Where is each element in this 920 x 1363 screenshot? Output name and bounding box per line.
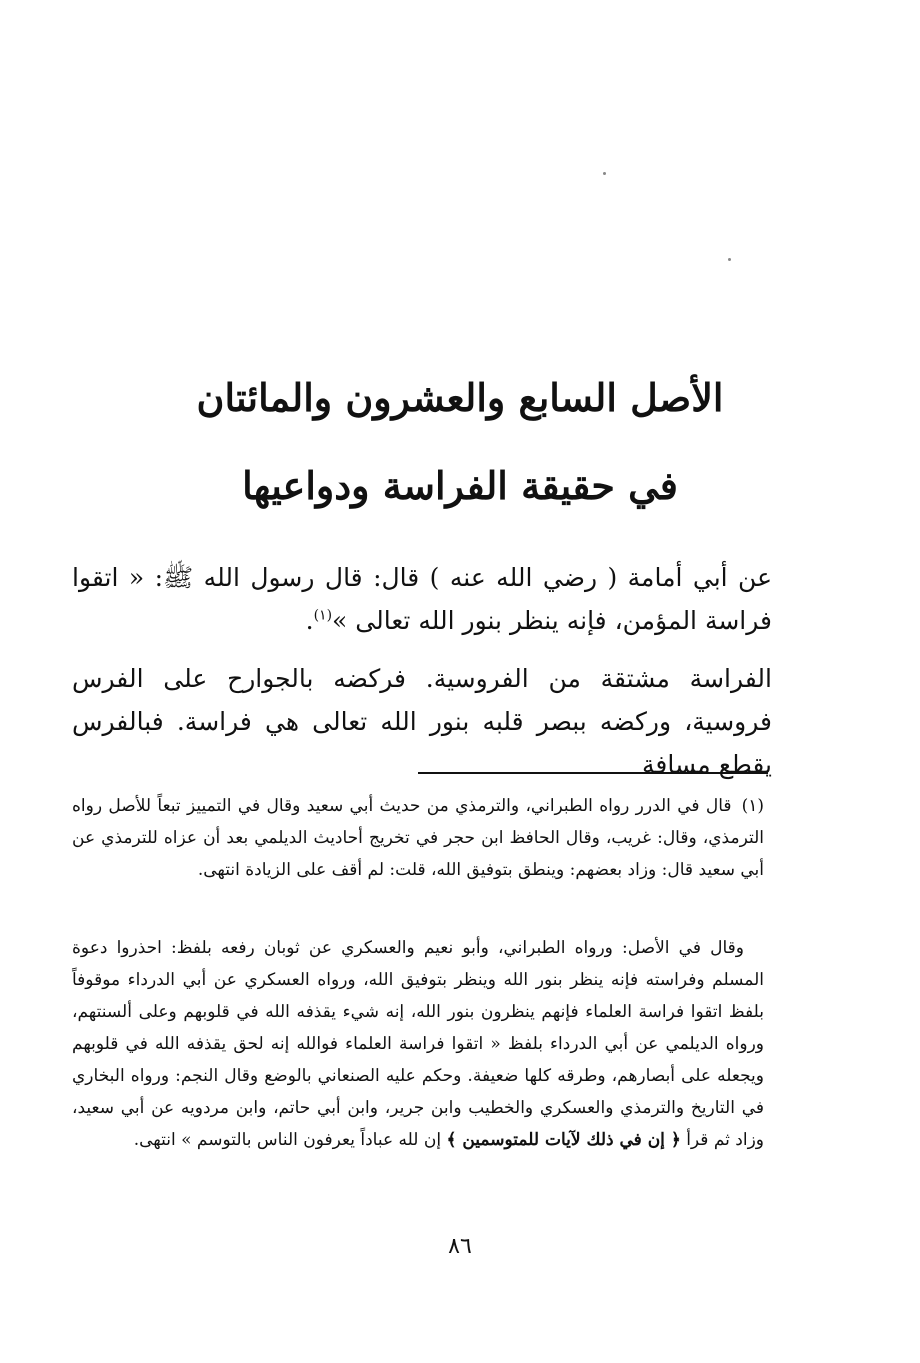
chapter-subtitle: في حقيقة الفراسة ودواعيها (242, 463, 678, 508)
footnote-continuation-text: وقال في الأصل: ورواه الطبراني، وأبو نعيم والعسكري عن ثوبان رفعه بلفظ: احذروا دعوة المسلم وفراسته فإنه ينظر بنور الله وينظر بتوفيق الله، ورواه العسكري عن أبي الدرداء موقوفاً بلفظ اتقوا فراسة العلماء فإنهم ينظرون بنور الله، إنه شيء يقذفه الله في قلوبهم وعلى ألسنتهم، ورواه الديلمي عن أبي الدرداء بلفظ « اتقوا فراسة العلماء فوالله إنه لحق يقذفه الله في قلوبهم ويجعله على أبصارهم، وطرقه كلها ضعيفة. وحكم عليه الصنعاني بالوضع وقال النجم: ورواه البخاري في التاريخ والترمذي والعسكري والخطيب وابن جرير، وابن أبي حاتم، وابن مردويه عن أبي سعيد، وزاد ثم قرأ (72, 938, 764, 1150)
footnote-continuation-end: إن لله عباداً يعرفون الناس بالتوسم » انتهى. (133, 1130, 442, 1150)
body-paragraph: الفراسة مشتقة من الفروسية. فركضه بالجوارح على الفرس فروسية، وركضه ببصر قلبه بنور الله تعالى هي فراسة. فبالفرس يقطع مسافة (72, 664, 772, 779)
chapter-title: الأصل السابع والعشرون والمائتان (196, 375, 724, 420)
page-number: ٨٦ (448, 1234, 472, 1259)
footnote-1-continuation (72, 932, 764, 1156)
footnote-1-text: قال في الدرر رواه الطبراني، والترمذي من حديث أبي سعيد وقال في التمييز تبعاً للأصل رواه الترمذي، وقال: غريب، وقال الحافظ ابن حجر في تخريج أحاديث الديلمي بعد أن عزاه للترمذي عن أبي سعيد قال: وزاد بعضهم: وينطق بتوفيق الله، قلت: لم أقف على الزيادة انتهى. (72, 796, 764, 880)
footnote-1 (72, 790, 764, 886)
footnote-marker: (١) (741, 796, 764, 816)
footnote-separator (418, 772, 768, 774)
paper-speck (728, 258, 731, 261)
hadith-text: عن أبي أمامة ( رضي الله عنه ) قال: قال رسول الله ﷺ: « اتقوا فراسة المؤمن، فإنه ينظر بنور الله تعالى » (72, 563, 772, 635)
hadith-end-punctuation: . (305, 606, 314, 635)
quran-verse: ﴿ إن في ذلك لآيات للمتوسمين ﴾ (446, 1130, 681, 1150)
hadith-paragraph (72, 556, 772, 642)
footnote-reference: (١) (313, 607, 333, 624)
paper-speck (603, 172, 606, 175)
